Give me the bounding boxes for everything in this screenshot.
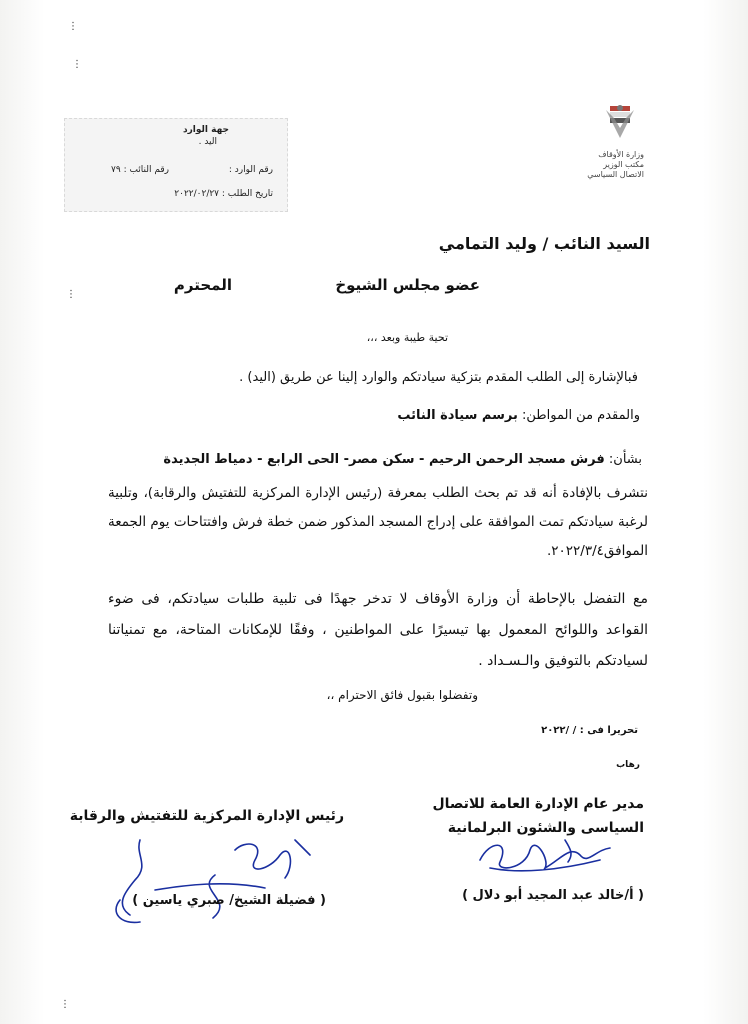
ministry-line: وزارة الأوقاف: [598, 150, 644, 159]
ministry-name: [587, 150, 644, 180]
addressee-respected: المحترم: [173, 276, 232, 294]
margin-dots: ⋮: [60, 999, 70, 1010]
right-signer-name: ( أ/خالد عبد المجيد أبو دلال ): [462, 888, 644, 903]
subject-value: فرش مسجد الرحمن الرحيم - سكن مصر- الحى الرابع - دمياط الجديدة: [163, 452, 605, 467]
margin-dots: ⋮: [72, 59, 82, 70]
right-signer-title-2: السياسى والشئون البرلمانية: [447, 820, 644, 836]
incoming-info-box: [64, 118, 288, 212]
eagle-icon: [596, 98, 644, 146]
closing: وتفضلوا بقبول فائق الاحترام ،،: [326, 688, 478, 702]
subject-label: بشأن:: [608, 452, 642, 467]
left-signer-title: رئيس الإدارة المركزية للتفتيش والرقابة: [69, 808, 344, 824]
right-signature-icon: [470, 830, 630, 880]
source-value: اليد .: [198, 137, 217, 147]
submitter-value: برسم سيادة النائب: [397, 408, 518, 423]
submitter-label: والمقدم من المواطن:: [522, 408, 640, 423]
incoming-number: رقم الوارد :: [228, 165, 273, 175]
initials: رهاب: [616, 760, 640, 770]
subject-line: [163, 452, 642, 467]
addressee-member: عضو مجلس الشيوخ: [335, 276, 480, 294]
reference-line: فبالإشارة إلى الطلب المقدم بتزكية سيادتكم والوارد إلينا عن طريق (اليد) .: [239, 370, 638, 385]
addressee-title: السيد النائب / وليد التمامي: [438, 234, 650, 253]
request-date: تاريخ الطلب : ٢٠٢٢/٠٢/٢٧: [174, 189, 273, 199]
date-line: تحريرا فى : / /٢٠٢٢: [541, 725, 638, 736]
greeting: تحية طيبة وبعد ،،،: [366, 331, 448, 344]
mp-number: رقم النائب : ٧٩: [111, 165, 169, 175]
submitter-line: [397, 408, 640, 423]
paragraph-note: مع التفضل بالإحاطة أن وزارة الأوقاف لا تدخر جهدًا فى تلبية طلبات سيادتكم، فى ضوء القواعد واللوائح المعمول بها تيسيرًا على المواطنين ، وفقًا للإمكانات المتاحة، مع تمنياتنا لسيادتكم بالتوفيق والـسـداد .: [108, 591, 648, 669]
ministry-line: مكتب الوزير: [603, 160, 644, 169]
ministry-line: الاتصال السياسي: [587, 170, 644, 179]
paragraph-decision: نتشرف بالإفادة أنه قد تم بحث الطلب بمعرفة (رئيس الإدارة المركزية للتفتيش والرقابة)، وتلبية لرغبة سيادتكم تمت الموافقة على إدراج المسجد المذكور ضمن خطة فرش وافتتاحات يوم الجمعة الموافق٢٠٢٢/٣/٤.: [108, 485, 648, 559]
source-label: جهة الوارد: [182, 125, 229, 135]
left-signer-name: ( فضيلة الشيخ/ صبري ياسين ): [132, 893, 326, 908]
left-signature-icon: [95, 830, 335, 940]
margin-dots: ⋮: [66, 289, 76, 300]
right-signer-title-1: مدير عام الإدارة العامة للاتصال: [432, 796, 644, 812]
margin-dots: ⋮: [68, 21, 78, 32]
